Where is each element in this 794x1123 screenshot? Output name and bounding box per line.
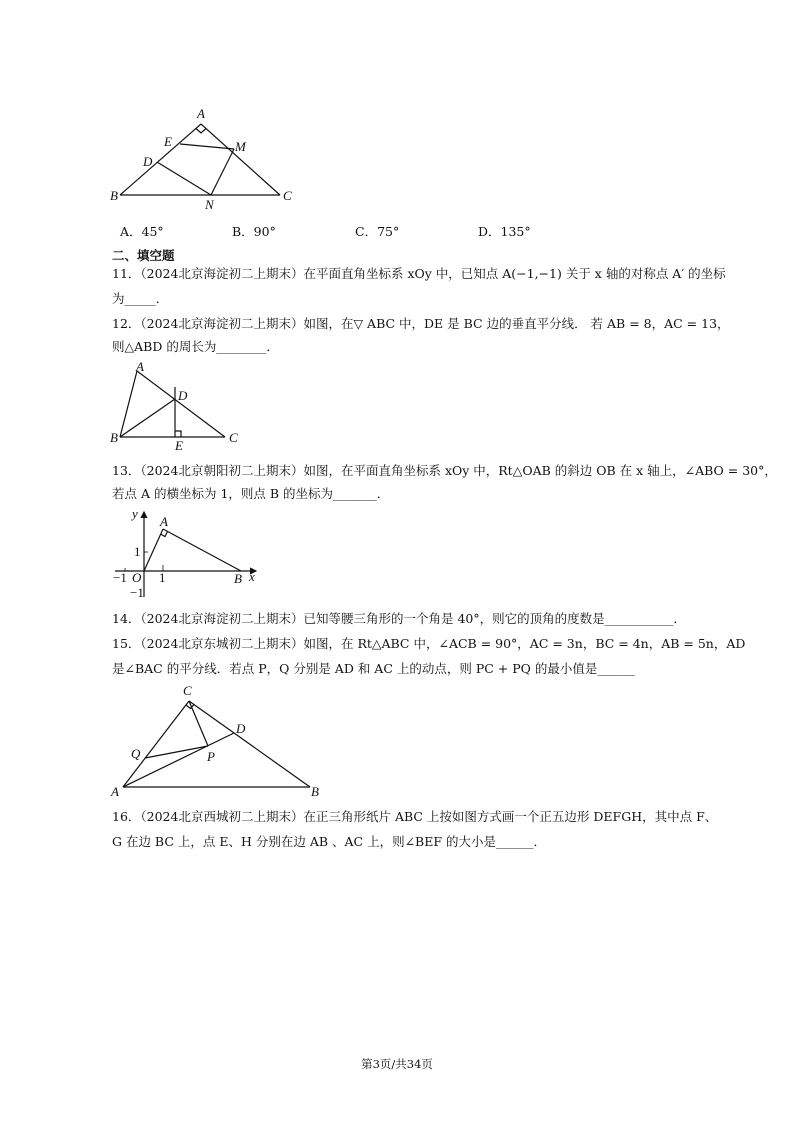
right-angle-mark (186, 705, 194, 709)
figure-q12 (105, 358, 255, 453)
figure-q10 (100, 100, 310, 215)
q16-line-1: 16．（2024北京西城初二上期末）在正三角形纸片 ABC 上按如图方式画一个正五边形 DEFGH，其中点 F、 (112, 809, 718, 824)
option-c: C．75° (355, 224, 400, 239)
label-D: D (178, 388, 188, 403)
option-b: B．90° (232, 224, 276, 239)
q12-line-2: 则△ABD 的周长为________． (112, 339, 279, 354)
segment-AC (201, 124, 280, 195)
label-C: C (229, 430, 238, 445)
label-A: A (111, 784, 119, 799)
segment-OA (144, 529, 163, 571)
label-B: B (110, 188, 118, 203)
q16-line-2: G 在边 BC 上，点 E、H 分别在边 AB 、AC 上，则∠BEF 的大小是______． (112, 834, 547, 849)
label-B: B (110, 430, 118, 445)
segment-AC (137, 371, 225, 437)
q14-line-1: 14．（2024北京海淀初二上期末）已知等腰三角形的一个角是 40°，则它的顶角的度数是___________． (112, 611, 686, 626)
label-B: B (311, 784, 319, 799)
label-D: D (236, 721, 246, 736)
segment-QP (145, 746, 208, 758)
figure-q15 (105, 680, 325, 802)
right-angle-mark (175, 431, 181, 437)
label-C: C (283, 188, 292, 203)
label-A: A (197, 106, 205, 121)
label-y: y (132, 506, 138, 521)
label-neg1-x: −1 (113, 570, 127, 585)
q15-line-1: 15．（2024北京东城初二上期末）如图，在 Rt△ABC 中，∠ACB = 90°，AC = 3n，BC = 4n，AB = 5n，AD (112, 636, 746, 651)
q15-line-2: 是∠BAC 的平分线．若点 P，Q 分别是 AD 和 AC 上的动点，则 PC + PQ 的最小值是______ (112, 661, 635, 676)
right-angle-mark (196, 129, 206, 134)
q12-line-1: 12．（2024北京海淀初二上期末）如图，在▽ ABC 中，DE 是 BC 边的垂直平分线． 若 AB = 8，AC = 13， (112, 316, 730, 331)
label-C: C (183, 683, 192, 698)
label-A: A (160, 514, 168, 529)
label-one-y: 1 (134, 544, 141, 559)
label-O: O (132, 570, 142, 585)
option-d: D．135° (478, 224, 531, 239)
segment-DN (157, 162, 211, 195)
label-x: x (249, 569, 255, 584)
label-M: M (235, 139, 246, 154)
q11-line-2: 为_____． (112, 291, 169, 306)
label-B: B (234, 571, 242, 586)
q13-line-2: 若点 A 的横坐标为 1，则点 B 的坐标为_______． (112, 486, 390, 501)
segment-AB (163, 529, 241, 571)
page-number: 第3页/共34页 (361, 1057, 433, 1071)
figure-q13 (110, 502, 270, 602)
section-title: 二、填空题 (112, 248, 175, 263)
label-E: E (175, 438, 183, 453)
label-Q: Q (131, 746, 141, 761)
label-neg1-y: −1 (130, 585, 144, 600)
label-E: E (164, 134, 172, 149)
option-a: A．45° (120, 224, 164, 239)
segment-MN (211, 149, 234, 195)
label-A: A (136, 359, 144, 374)
segment-AC (123, 701, 189, 787)
label-one-x: 1 (159, 570, 166, 585)
label-N: N (205, 197, 214, 212)
label-D: D (143, 154, 153, 169)
label-P: P (207, 749, 215, 764)
q13-line-1: 13．（2024北京朝阳初二上期末）如图，在平面直角坐标系 xOy 中，Rt△OAB 的斜边 OB 在 x 轴上，∠ABO = 30°， (112, 463, 777, 478)
segment-AB (120, 124, 201, 195)
q11-line-1: 11．（2024北京海淀初二上期末）在平面直角坐标系 xOy 中，已知点 A(−1,−1) 关于 x 轴的对称点 A′ 的坐标 (112, 266, 726, 281)
